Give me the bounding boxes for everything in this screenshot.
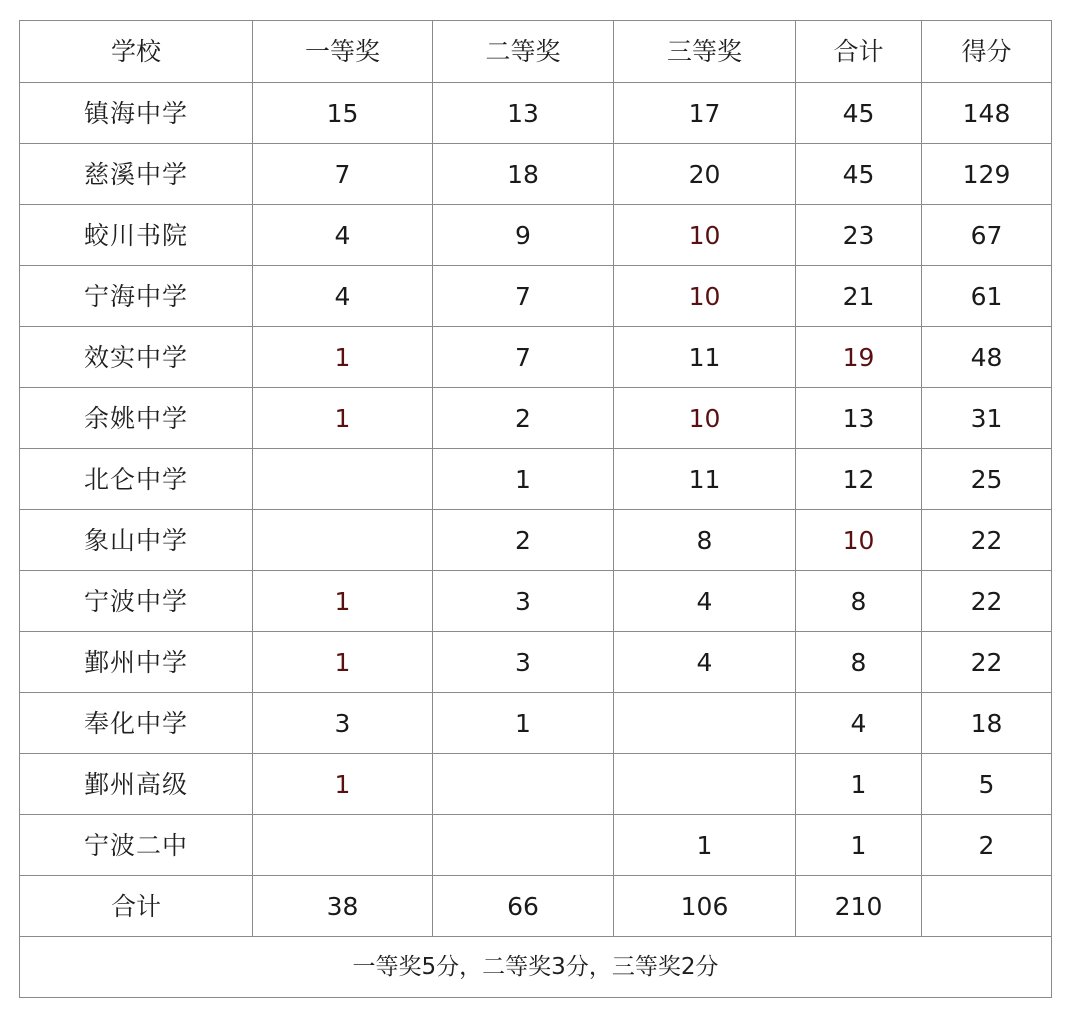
- school-name: 象山中学: [20, 510, 253, 571]
- first-prize-count: [253, 510, 433, 571]
- total-count: 13: [796, 388, 922, 449]
- first-prize-count: 7: [253, 144, 433, 205]
- second-prize-count: 2: [433, 388, 614, 449]
- school-name: 余姚中学: [20, 388, 253, 449]
- school-name: 效实中学: [20, 327, 253, 388]
- header-total: 合计: [796, 21, 922, 83]
- totals-score: [922, 876, 1052, 937]
- third-prize-count: 8: [614, 510, 796, 571]
- header-score: 得分: [922, 21, 1052, 83]
- third-prize-count: 11: [614, 449, 796, 510]
- first-prize-count: 1: [253, 632, 433, 693]
- second-prize-count: [433, 815, 614, 876]
- second-prize-count: 1: [433, 693, 614, 754]
- score-value: 18: [922, 693, 1052, 754]
- score-value: 61: [922, 266, 1052, 327]
- total-count: 19: [796, 327, 922, 388]
- third-prize-count: 1: [614, 815, 796, 876]
- table-row: [20, 144, 1052, 205]
- third-prize-count: 20: [614, 144, 796, 205]
- table-row: [20, 266, 1052, 327]
- school-name: 镇海中学: [20, 83, 253, 144]
- total-count: 21: [796, 266, 922, 327]
- third-prize-count: 4: [614, 571, 796, 632]
- total-count: 1: [796, 815, 922, 876]
- table-row: [20, 205, 1052, 266]
- award-table: [19, 20, 1052, 998]
- second-prize-count: 18: [433, 144, 614, 205]
- total-count: 1: [796, 754, 922, 815]
- score-value: 22: [922, 632, 1052, 693]
- second-prize-count: 3: [433, 571, 614, 632]
- totals-label: 合计: [20, 876, 253, 937]
- scoring-note: 一等奖5分，二等奖3分，三等奖2分: [20, 937, 1052, 998]
- table-row: [20, 327, 1052, 388]
- totals-third-prize: 106: [614, 876, 796, 937]
- table-row: [20, 693, 1052, 754]
- total-count: 45: [796, 83, 922, 144]
- second-prize-count: 13: [433, 83, 614, 144]
- second-prize-count: 7: [433, 266, 614, 327]
- first-prize-count: 1: [253, 388, 433, 449]
- first-prize-count: 4: [253, 205, 433, 266]
- score-value: 67: [922, 205, 1052, 266]
- table-row: [20, 510, 1052, 571]
- header-third-prize: 三等奖: [614, 21, 796, 83]
- first-prize-count: [253, 449, 433, 510]
- total-count: 10: [796, 510, 922, 571]
- first-prize-count: 3: [253, 693, 433, 754]
- total-count: 45: [796, 144, 922, 205]
- school-name: 宁海中学: [20, 266, 253, 327]
- footnote-row: [20, 937, 1052, 998]
- first-prize-count: 1: [253, 571, 433, 632]
- second-prize-count: 3: [433, 632, 614, 693]
- header-first-prize: 一等奖: [253, 21, 433, 83]
- first-prize-count: [253, 815, 433, 876]
- first-prize-count: 1: [253, 327, 433, 388]
- third-prize-count: 11: [614, 327, 796, 388]
- table-row: [20, 632, 1052, 693]
- third-prize-count: 17: [614, 83, 796, 144]
- first-prize-count: 15: [253, 83, 433, 144]
- score-value: 5: [922, 754, 1052, 815]
- total-count: 8: [796, 632, 922, 693]
- second-prize-count: 2: [433, 510, 614, 571]
- school-name: 宁波二中: [20, 815, 253, 876]
- score-value: 48: [922, 327, 1052, 388]
- total-count: 8: [796, 571, 922, 632]
- total-count: 23: [796, 205, 922, 266]
- score-value: 25: [922, 449, 1052, 510]
- award-table-container: [19, 20, 1051, 998]
- score-value: 22: [922, 571, 1052, 632]
- header-row: [20, 21, 1052, 83]
- third-prize-count: 4: [614, 632, 796, 693]
- total-count: 12: [796, 449, 922, 510]
- totals-first-prize: 38: [253, 876, 433, 937]
- score-value: 129: [922, 144, 1052, 205]
- totals-total: 210: [796, 876, 922, 937]
- school-name: 蛟川书院: [20, 205, 253, 266]
- table-row: [20, 815, 1052, 876]
- table-row: [20, 83, 1052, 144]
- table-row: [20, 449, 1052, 510]
- third-prize-count: 10: [614, 266, 796, 327]
- second-prize-count: 1: [433, 449, 614, 510]
- header-school: 学校: [20, 21, 253, 83]
- score-value: 2: [922, 815, 1052, 876]
- table-row: [20, 754, 1052, 815]
- score-value: 31: [922, 388, 1052, 449]
- table-row: [20, 571, 1052, 632]
- school-name: 鄞州中学: [20, 632, 253, 693]
- first-prize-count: 1: [253, 754, 433, 815]
- table-row: [20, 388, 1052, 449]
- second-prize-count: 7: [433, 327, 614, 388]
- header-second-prize: 二等奖: [433, 21, 614, 83]
- third-prize-count: 10: [614, 388, 796, 449]
- third-prize-count: 10: [614, 205, 796, 266]
- second-prize-count: 9: [433, 205, 614, 266]
- first-prize-count: 4: [253, 266, 433, 327]
- school-name: 宁波中学: [20, 571, 253, 632]
- totals-second-prize: 66: [433, 876, 614, 937]
- school-name: 鄞州高级: [20, 754, 253, 815]
- score-value: 148: [922, 83, 1052, 144]
- total-count: 4: [796, 693, 922, 754]
- school-name: 奉化中学: [20, 693, 253, 754]
- third-prize-count: [614, 693, 796, 754]
- third-prize-count: [614, 754, 796, 815]
- second-prize-count: [433, 754, 614, 815]
- score-value: 22: [922, 510, 1052, 571]
- totals-row: [20, 876, 1052, 937]
- school-name: 北仑中学: [20, 449, 253, 510]
- school-name: 慈溪中学: [20, 144, 253, 205]
